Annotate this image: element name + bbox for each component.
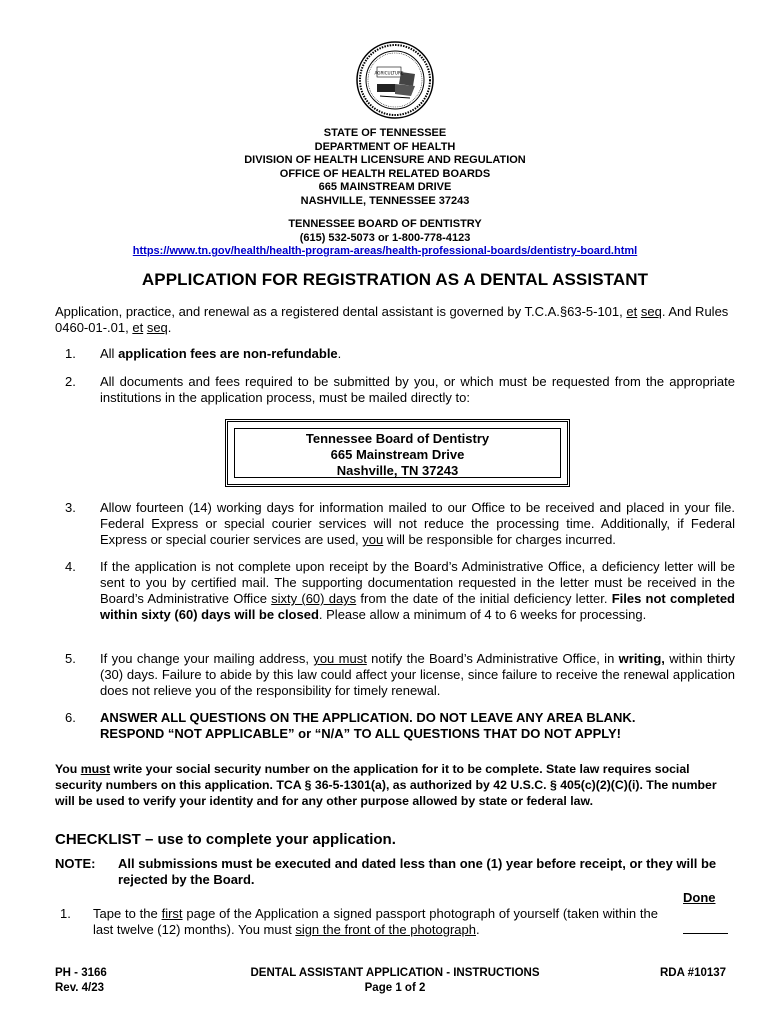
board-website-link[interactable]: https://www.tn.gov/health/health-program-areas/health-professional-boards/dentistry-board.html <box>132 245 638 257</box>
header-line: NASHVILLE, TENNESSEE 37243 <box>300 194 470 207</box>
item-text: . Please allow a minimum of 4 to 6 weeks for processing. <box>318 607 647 622</box>
item-text: Tape to the <box>93 906 162 921</box>
intro-et: et <box>626 304 638 319</box>
intro-paragraph <box>55 304 735 336</box>
item-text: . <box>476 922 480 937</box>
item-number: 4. <box>65 559 76 574</box>
footer-doc-title: DENTAL ASSISTANT APPLICATION - INSTRUCTIONS <box>250 967 540 979</box>
footer-page-info <box>0 966 770 996</box>
ssn-text: write your social security number on the application for it to be complete. State law requires social security numbers on this application. TCA § 36-5-1301(a), as authorized by 42 U.S.C. § 405(c)(2)(C)(i). The number will be used to verify your identity and for any other purpose allowed by state or federal law. <box>55 762 717 808</box>
note-label: NOTE: <box>55 856 96 871</box>
header-line: DEPARTMENT OF HEALTH <box>314 140 456 153</box>
ssn-text: You <box>55 762 81 776</box>
item-text: page of the Application a signed passport photograph of yourself (taken within the last twelve (12) months). You must <box>93 906 658 937</box>
board-contact <box>0 218 770 259</box>
board-phone: (615) 532-5073 or 1-800-778-4123 <box>299 231 471 244</box>
item-text: All <box>100 346 119 361</box>
checklist-item-1 <box>55 906 735 938</box>
item-bold-text: ANSWER ALL QUESTIONS ON THE APPLICATION. DO NOT LEAVE ANY AREA BLANK. <box>100 710 636 725</box>
ssn-must: must <box>80 762 111 776</box>
address-line: Tennessee Board of Dentistry <box>305 431 490 446</box>
item-number: 6. <box>65 710 76 725</box>
instruction-item-1 <box>55 346 735 362</box>
intro-text: . And Rules 0460-01-.01, <box>55 304 729 335</box>
form-number: PH - 3166 <box>55 967 107 979</box>
done-checkbox-line[interactable] <box>683 923 728 934</box>
item-text: . <box>337 346 342 361</box>
page-title: APPLICATION FOR REGISTRATION AS A DENTAL ASSISTANT <box>141 270 649 289</box>
item-text: If the application is not complete upon receipt by the Board’s Administrative Office, a deficiency letter will be sent to you by certified mail. The supporting documentation requested in the letter must be received in the Board’s Administrative Office <box>100 559 735 606</box>
item-bold-text: RESPOND “NOT APPLICABLE” or “N/A” TO ALL QUESTIONS THAT DO NOT APPLY! <box>100 726 621 741</box>
address-line: Nashville, TN 37243 <box>336 463 459 478</box>
address-line: 665 Mainstream Drive <box>330 447 465 462</box>
item-underlined-text: first <box>161 906 183 921</box>
agency-header <box>0 127 770 208</box>
item-bold-text: Files not completed within sixty (60) days will be closed <box>100 591 735 622</box>
item-text: will be responsible for charges incurred. <box>383 532 616 547</box>
header-line: STATE OF TENNESSEE <box>323 127 447 139</box>
checklist-note <box>55 856 735 888</box>
item-number: 1. <box>65 346 76 361</box>
instruction-item-4 <box>55 559 735 623</box>
instruction-item-6 <box>55 710 735 742</box>
header-line: OFFICE OF HEALTH RELATED BOARDS <box>279 167 491 180</box>
ssn-notice <box>55 761 735 809</box>
mailing-address-box <box>225 419 570 487</box>
footer-rda-number: RDA #10137 <box>660 967 727 979</box>
item-text: from the date of the initial deficiency letter. <box>356 591 612 606</box>
instruction-item-2 <box>55 374 735 406</box>
done-column-header: Done <box>683 890 716 905</box>
item-underlined-text: you <box>362 532 384 547</box>
item-bold-text: writing, <box>618 651 665 666</box>
item-number: 2. <box>65 374 76 389</box>
revision-date: Rev. 4/23 <box>55 982 105 994</box>
item-text: Allow fourteen (14) working days for information mailed to our Office to be received and placed in your file. Federal Express or special courier services will not reduce the processing time. Additionally, if Federal Express or special courier services are used, <box>100 500 735 547</box>
item-text: notify the Board’s Administrative Office, in <box>366 651 619 666</box>
note-text: All submissions must be executed and dated less than one (1) year before receipt, or they will be rejected by the Board. <box>118 856 717 887</box>
intro-seq: seq <box>640 304 662 319</box>
seal-agriculture-label: AGRICULTURE <box>374 70 404 76</box>
item-number: 1. <box>60 906 71 921</box>
board-name: TENNESSEE BOARD OF DENTISTRY <box>288 218 482 230</box>
item-number: 3. <box>65 500 76 515</box>
instruction-item-5 <box>55 651 735 699</box>
item-text: within thirty (30) days. Failure to abide by this law could affect your license, since failure to receive the renewal application does not relieve you of the responsibility for timely renewal. <box>100 651 736 698</box>
item-underlined-text: sign the front of the photograph <box>295 922 476 937</box>
instruction-item-3 <box>55 500 735 548</box>
item-text: All documents and fees required to be submitted by you, or which must be requested from the appropriate institutions in the application process, must be mailed directly to: <box>100 374 735 405</box>
intro-text: Application, practice, and renewal as a registered dental assistant is governed by T.C.A.§63-5-101, <box>55 304 627 319</box>
header-line: DIVISION OF HEALTH LICENSURE AND REGULATION <box>244 154 526 166</box>
intro-et: et <box>132 320 144 335</box>
item-bold-text: application fees are non-refundable <box>118 346 338 361</box>
intro-seq: seq <box>146 320 168 335</box>
item-underlined-text: you must <box>313 651 367 666</box>
item-number: 5. <box>65 651 76 666</box>
page-number: Page 1 of 2 <box>364 982 426 994</box>
checklist-heading: CHECKLIST – use to complete your application. <box>55 831 396 848</box>
header-line: 665 MAINSTREAM DRIVE <box>318 181 452 193</box>
intro-text: . <box>167 320 172 335</box>
item-underlined-text: sixty (60) days <box>271 591 357 606</box>
state-seal-icon <box>355 40 435 120</box>
item-text: If you change your mailing address, <box>100 651 314 666</box>
